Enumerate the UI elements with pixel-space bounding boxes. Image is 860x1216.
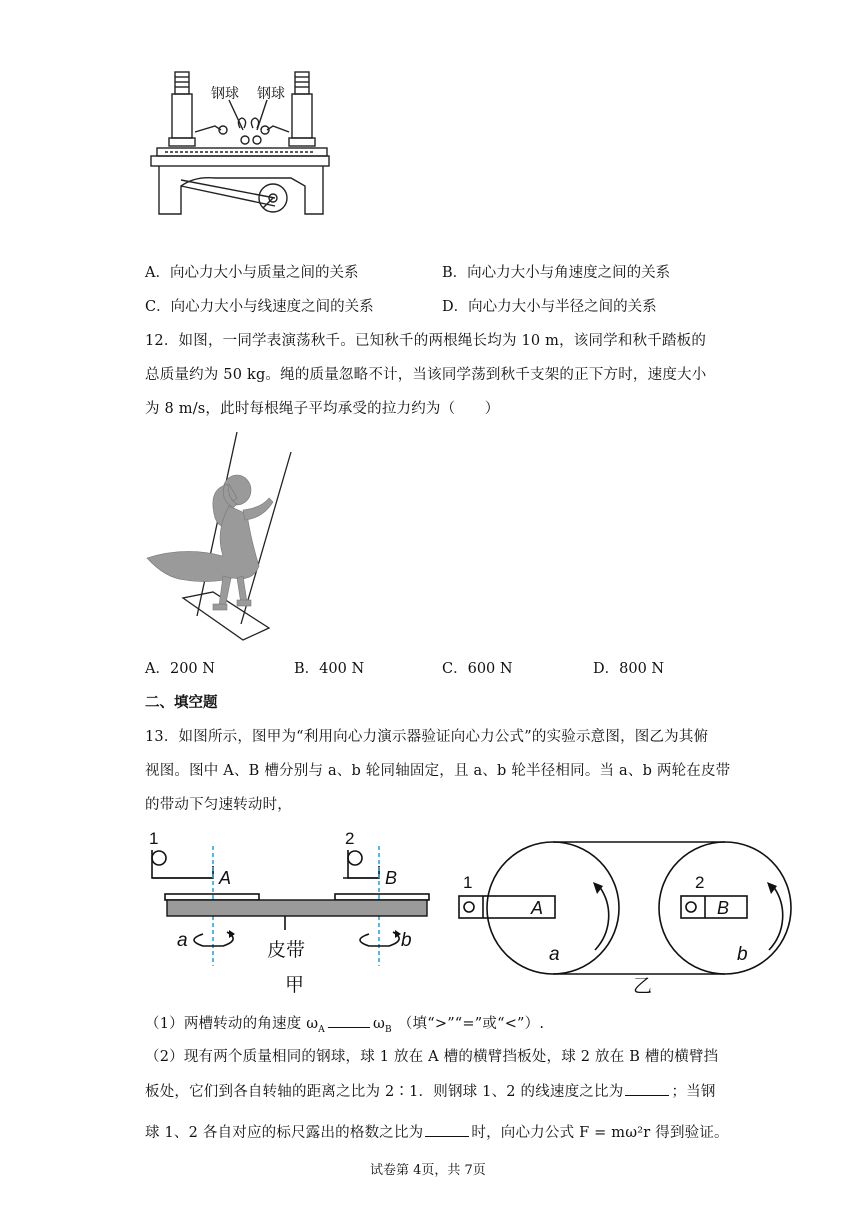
jia-label-a-slot: A (219, 868, 232, 888)
q13-sub1-suffix: （填“>”“=”或“<”）. (397, 1016, 545, 1032)
q12-option-a: A．200 N (145, 661, 215, 677)
swing-figure (145, 428, 295, 643)
yi-label-2: 2 (695, 873, 705, 892)
q13-sub1 (145, 1013, 544, 1040)
q13-sub1-sub-b: B (385, 1024, 392, 1035)
q13-sub1-omega-b: ω (372, 1016, 385, 1032)
section-title-fill-in: 二、填空题 (145, 694, 218, 711)
yi-label-a-slot: A (531, 898, 544, 918)
figure-jia (145, 826, 435, 998)
q13-sub2-line-2-text: 板处，它们到各自转轴的距离之比为 2∶1．则钢球 1、2 的线速度之比为 (145, 1084, 624, 1100)
jia-label-1: 1 (149, 829, 159, 848)
apparatus-figure (145, 68, 330, 218)
q12-option-b: B．400 N (294, 661, 365, 677)
steel-ball-label-left: 钢球 (211, 85, 239, 101)
jia-label-a-wheel: a (177, 930, 188, 951)
figure-yi (455, 830, 800, 998)
q13-sub1-sub-a: A (318, 1024, 325, 1035)
q13-sub2-line-3-tail: 时，向心力公式 F = mω²r 得到验证。 (471, 1125, 729, 1141)
q13-sub2-line-3 (145, 1122, 729, 1143)
q13-sub2-line-1: （2）现有两个质量相同的钢球，球 1 放在 A 槽的横臂挡板处，球 2 放在 B 槽的横臂挡 (145, 1049, 719, 1065)
q11-option-c: C．向心力大小与线速度之间的关系 (145, 299, 374, 315)
q11-option-b: B．向心力大小与角速度之间的关系 (442, 265, 671, 281)
q13-line-1: 13．如图所示，图甲为“利用向心力演示器验证向心力公式”的实验示意图，图乙为其俯 (145, 729, 709, 745)
jia-caption: 甲 (285, 975, 305, 996)
q13-sub2-blank-2[interactable] (425, 1122, 469, 1137)
q13-sub1-prefix: （1）两槽转动的角速度 ω (145, 1016, 319, 1032)
yi-label-b-wheel: b (737, 944, 748, 965)
yi-label-a-wheel: a (549, 944, 560, 965)
q12-option-c: C．600 N (442, 661, 513, 677)
page-footer: 试卷第 4页，共 7页 (370, 1163, 486, 1178)
jia-label-b-wheel: b (401, 930, 412, 951)
q11-option-a: A．向心力大小与质量之间的关系 (145, 265, 359, 281)
q13-sub2-line-2-tail: ；当钢 (671, 1084, 716, 1100)
jia-label-2: 2 (345, 829, 355, 848)
q13-sub2-blank-1[interactable] (625, 1081, 669, 1096)
q12-line-2: 总质量约为 50 kg。绳的质量忽略不计，当该同学荡到秋千支架的正下方时，速度大小 (145, 367, 707, 383)
q12-line-3: 为 8 m/s，此时每根绳子平均承受的拉力约为（ ） (145, 401, 500, 417)
yi-label-1: 1 (463, 873, 473, 892)
q12-line-1: 12．如图，一同学表演荡秋千。已知秋千的两根绳长均为 10 m，该同学和秋千踏板的 (145, 333, 707, 349)
steel-ball-label-right: 钢球 (257, 85, 285, 101)
q11-option-d: D．向心力大小与半径之间的关系 (442, 299, 657, 315)
q13-line-3: 的带动下匀速转动时， (145, 797, 292, 813)
yi-caption: 乙 (633, 976, 653, 997)
jia-label-belt: 皮带 (267, 940, 306, 961)
q13-line-2: 视图。图中 A、B 槽分别与 a、b 轮同轴固定，且 a、b 轮半径相同。当 a、b 两轮在皮带 (145, 763, 731, 779)
belt (167, 900, 427, 916)
q13-sub2-line-2 (145, 1081, 716, 1102)
q13-sub2-line-3-text: 球 1、2 各自对应的标尺露出的格数之比为 (145, 1125, 424, 1141)
q13-sub1-blank[interactable] (328, 1013, 370, 1028)
yi-label-b-slot: B (717, 898, 730, 918)
jia-label-b-slot: B (385, 868, 398, 888)
q12-option-d: D．800 N (593, 661, 665, 677)
